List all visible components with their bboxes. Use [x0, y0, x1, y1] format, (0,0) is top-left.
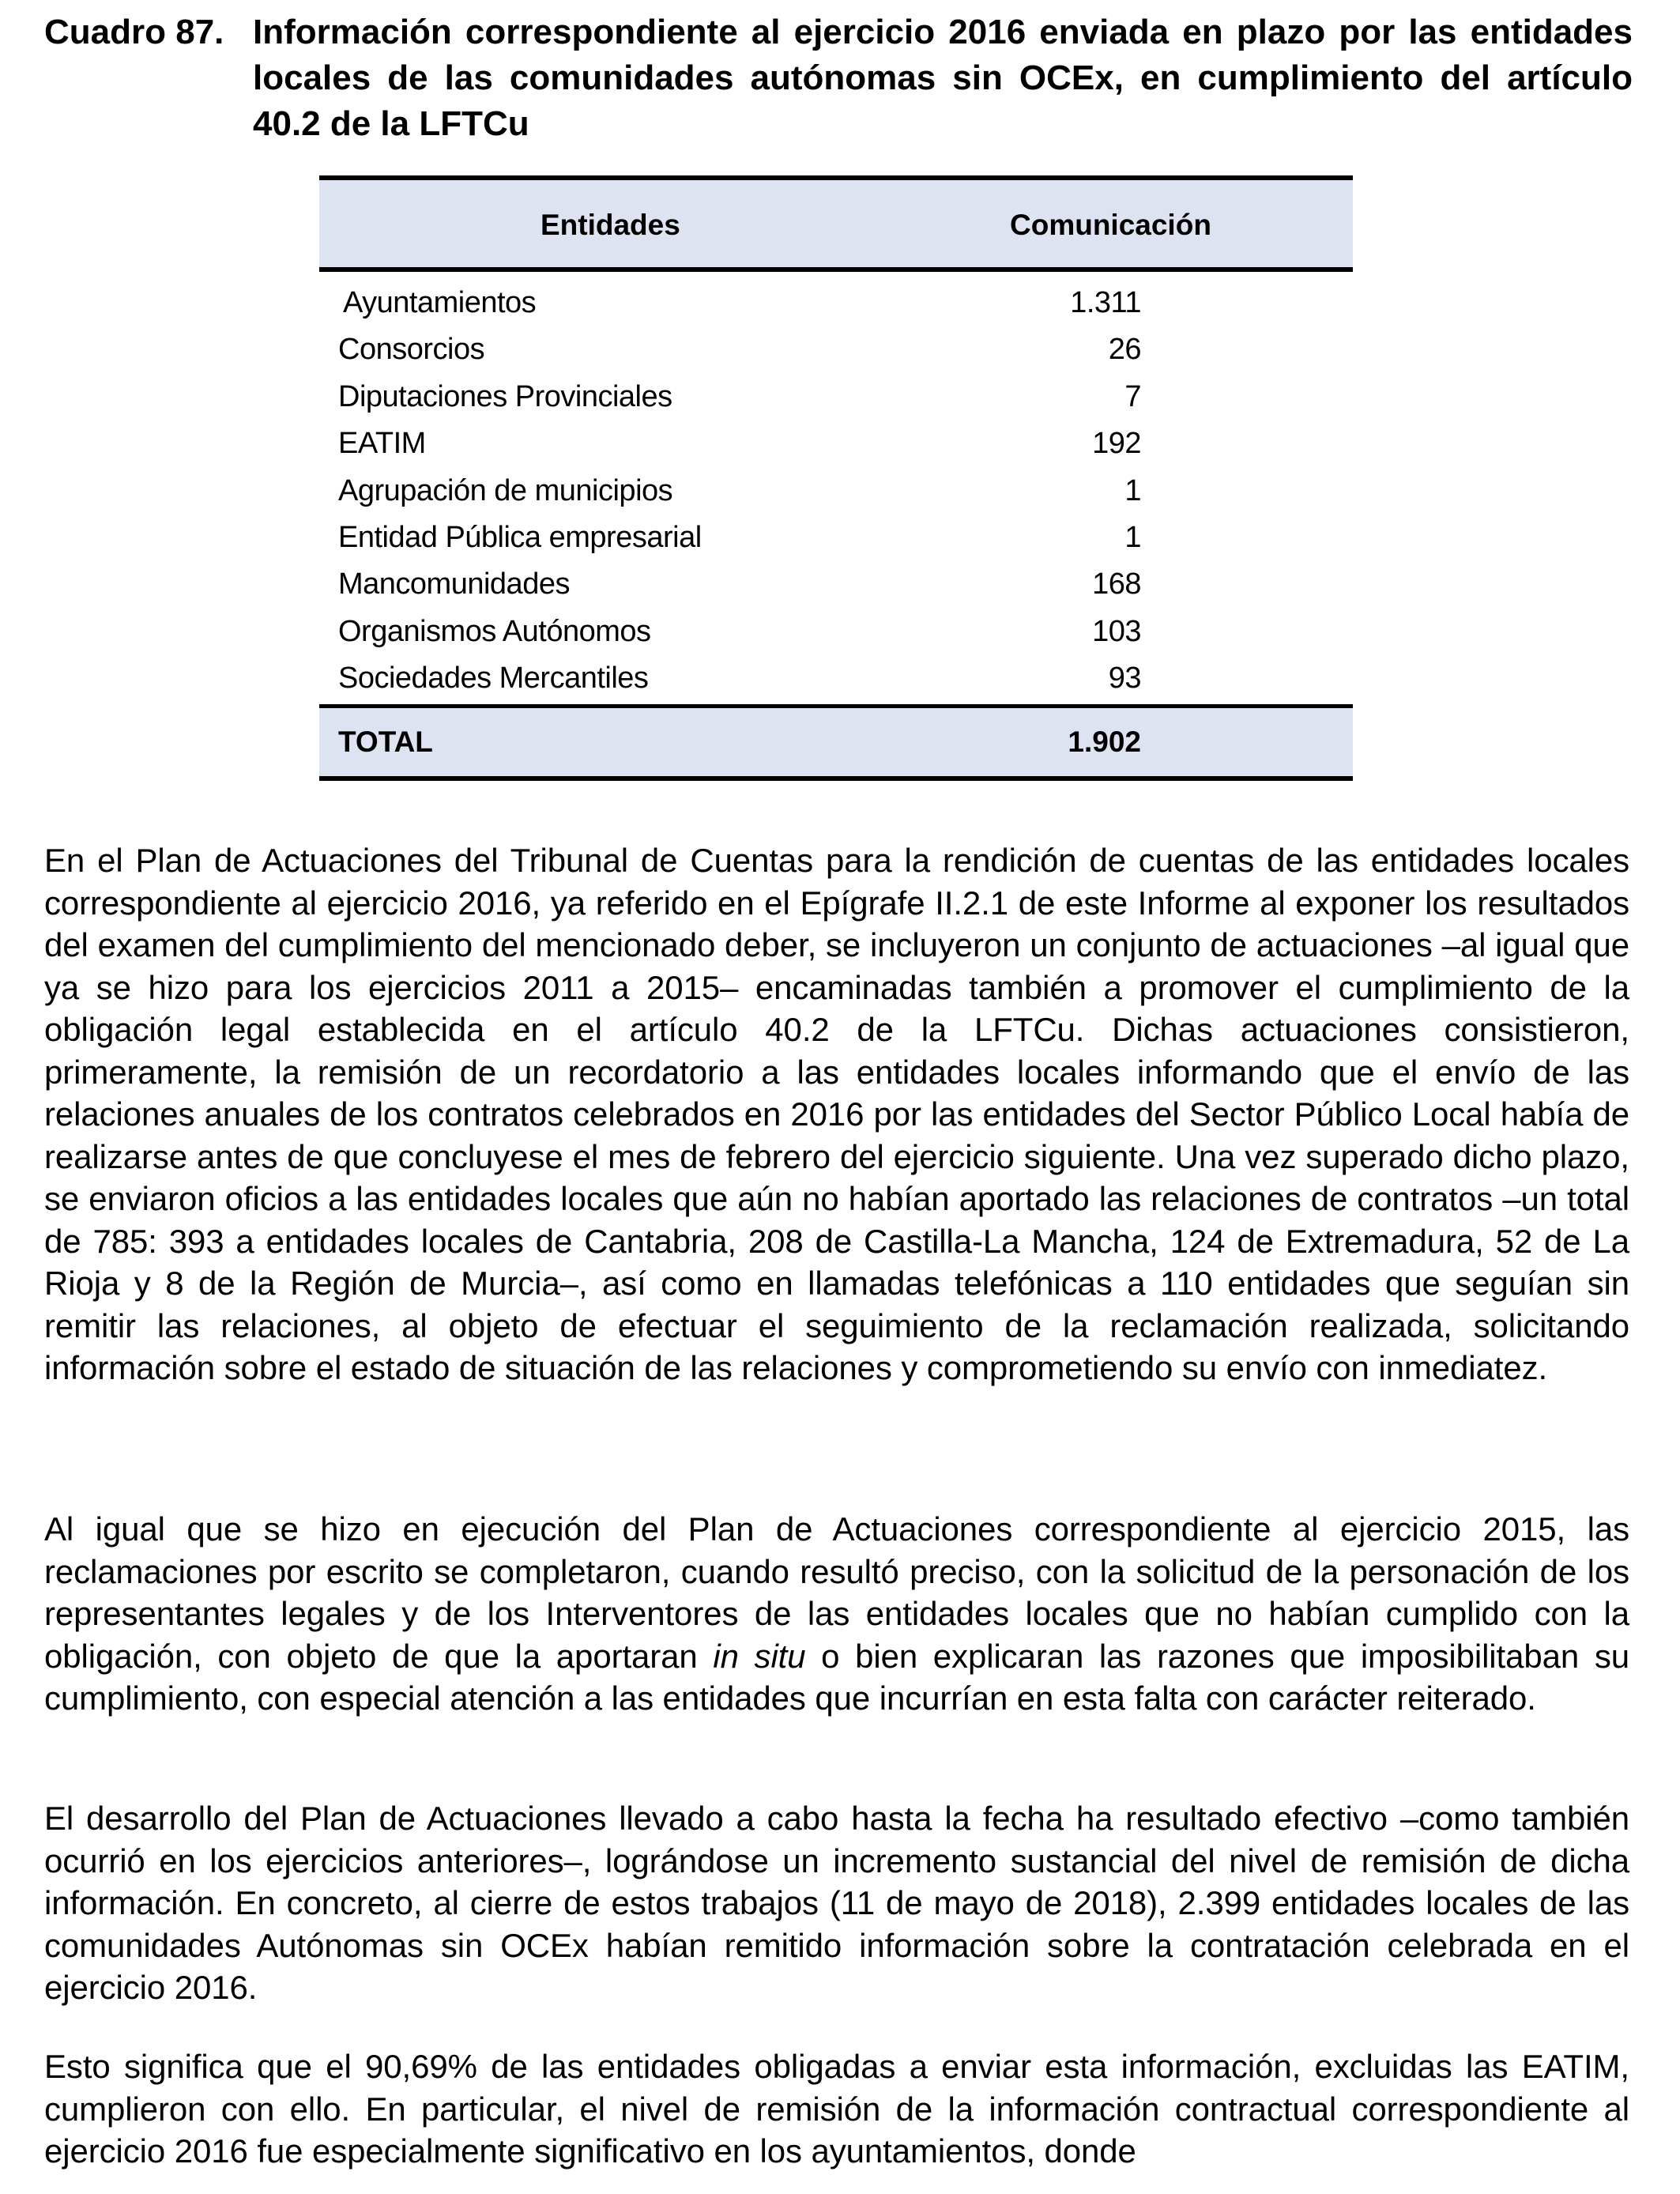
table-row: [319, 420, 1353, 467]
row-value: 1: [1124, 520, 1141, 554]
total-value: 1.902: [1068, 725, 1141, 758]
table-row: [319, 468, 1353, 515]
paragraph-text: o bien explicaran las razones que imposibilitaban su cumplimiento, con especial atención a las entidades que incurrían en esta falta con carácter reiterado.: [44, 1637, 1629, 1717]
table-header: [319, 180, 1353, 267]
paragraph-text: Al igual que se hizo en ejecución del Plan de Actuaciones correspondiente al ejercicio 2015, las reclamaciones por escrito se completaron, cuando resultó preciso, con la solicitud de la personación de los representantes legales y de los Interventores de las entidades locales que no habían cumplido con la obligación, con objeto de que la aportaran: [44, 1510, 1629, 1675]
caption-number: Cuadro 87.: [44, 13, 224, 51]
row-label: Mancomunidades: [338, 567, 570, 601]
row-value: 192: [1092, 427, 1141, 461]
table-row: [319, 609, 1353, 655]
row-value: 103: [1092, 614, 1141, 648]
row-value: 26: [1108, 333, 1141, 367]
row-label: Sociedades Mercantiles: [338, 662, 649, 696]
row-label: Organismos Autónomos: [338, 614, 651, 648]
table-row: [319, 374, 1353, 420]
table-row: [319, 326, 1353, 373]
table-row: [319, 515, 1353, 561]
row-label: Diputaciones Provinciales: [338, 379, 672, 413]
paragraph-desarrollo: El desarrollo del Plan de Actuaciones llevado a cabo hasta la fecha ha resultado efectivo –como también ocurrió en los ejercicios anteriores–, lográndose un incremento sustancial del nivel de remisión de dicha información. En concreto, al cierre de estos trabajos (11 de mayo de 2018), 2.399 entidades locales de las comunidades Autónomas sin OCEx habían remitido información sobre la contratación celebrada en el ejercicio 2016.: [44, 1800, 1629, 2006]
table-row: [319, 655, 1353, 702]
table-total-row: [319, 708, 1353, 776]
table-bottom-rule: [319, 776, 1353, 781]
paragraph-plan-actuaciones: En el Plan de Actuaciones del Tribunal de Cuentas para la rendición de cuentas de las entidades locales correspondiente al ejercicio 2016, ya referido en el Epígrafe II.2.1 de este Informe al exponer los resultados del examen del cumplimiento del mencionado deber, se incluyeron un conjunto de actuaciones –al igual que ya se hizo para los ejercicios 2011 a 2015– encaminadas también a promover el cumplimiento de la obligación legal establecida en el artículo 40.2 de la LFTCu. Dichas actuaciones consistieron, primeramente, la remisión de un recordatorio a las entidades locales informando que el envío de las relaciones anuales de los contratos celebrados en 2016 por las entidades del Sector Público Local había de realizarse antes de que concluyese el mes de febrero del ejercicio siguiente. Una vez superado dicho plazo, se enviaron oficios a las entidades locales que aún no habían aportado las relaciones de contratos –un total de 785: 393 a entidades locales de Cantabria, 208 de Castilla-La Mancha, 124 de Extremadura, 52 de La Rioja y 8 de la Región de Murcia–, así como en llamadas telefónicas a 110 entidades que seguían sin remitir las relaciones, al objeto de efectuar el seguimiento de la reclamación realizada, solicitando información sobre el estado de situación de las relaciones y comprometiendo su envío con inmediatez.: [44, 842, 1629, 1386]
column-header-comunicacion: Comunicación: [1010, 209, 1211, 241]
column-header-entidades: Entidades: [541, 209, 680, 241]
table-row: [319, 561, 1353, 608]
row-label: EATIM: [338, 427, 426, 461]
table-row: [319, 280, 1353, 326]
table-caption: [44, 9, 1633, 147]
table-body: [319, 272, 1353, 704]
row-value: 1: [1124, 473, 1141, 507]
row-value: 7: [1124, 379, 1141, 413]
row-value: 168: [1092, 567, 1141, 601]
entities-table: [319, 175, 1353, 781]
paragraph-reclamaciones: [44, 1508, 1629, 1720]
row-label: Agrupación de municipios: [338, 473, 673, 507]
row-value: 93: [1108, 662, 1141, 696]
italic-term: in situ: [713, 1637, 806, 1675]
row-label: Ayuntamientos: [343, 286, 537, 319]
total-label: TOTAL: [338, 725, 433, 758]
paragraph-porcentaje: Esto significa que el 90,69% de las entidades obligadas a enviar esta información, excluidas las EATIM, cumplieron con ello. En particular, el nivel de remisión de la información contractual correspondiente al ejercicio 2016 fue especialmente significativo en los ayuntamientos, donde: [44, 2048, 1629, 2169]
caption-title: Información correspondiente al ejercicio 2016 enviada en plazo por las entidades locales de las comunidades autónomas sin OCEx, en cumplimiento del artículo 40.2 de la LFTCu: [253, 13, 1633, 143]
row-label: Consorcios: [338, 333, 485, 367]
row-label: Entidad Pública empresarial: [338, 520, 702, 554]
row-value: 1.311: [1070, 286, 1141, 319]
